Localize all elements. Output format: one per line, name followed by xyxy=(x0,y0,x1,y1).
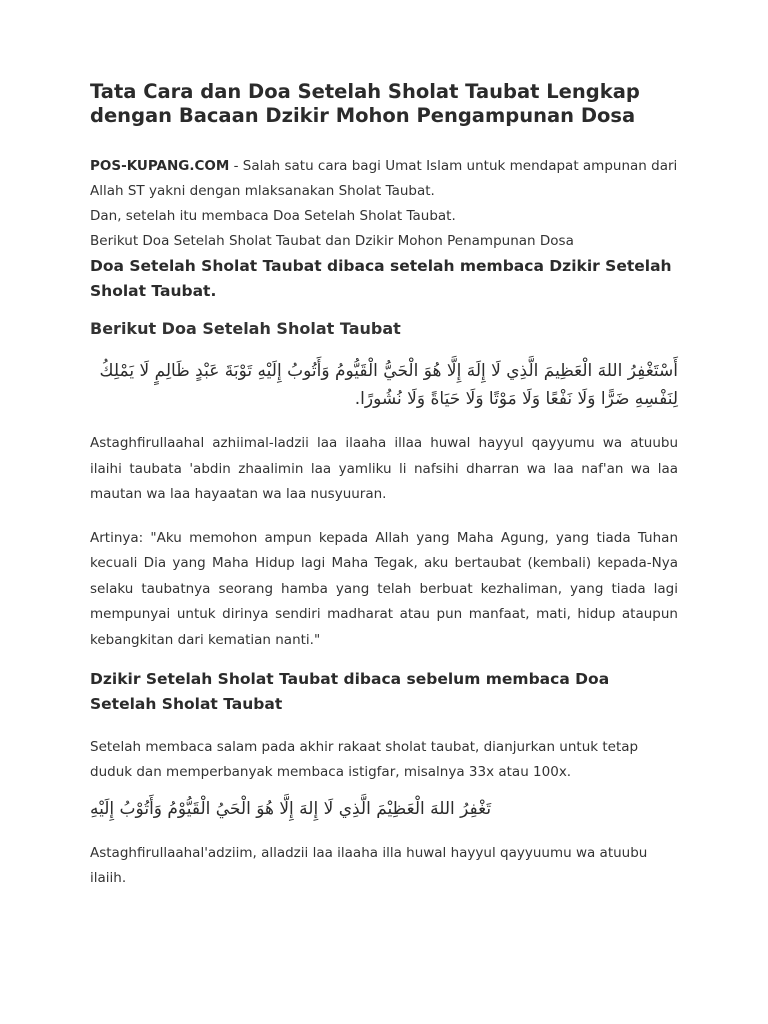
doa-arabic-text: أَسْتَغْفِرُ اللهَ الْعَظِيمَ الَّذِي لَا إِلَهَ إِلَّا هُوَ الْحَيُّ الْقَيُّومُ وَأَتُوبُ إِلَيْهِ تَوْبَةَ عَبْدٍ ظَالِمٍ لَا يَمْلِكُ لِنَفْسِهِ ضَرًّا وَلَا نَفْعًا وَلَا مَوْتًا وَلَا حَيَاةً وَلَا نُشُورًا. xyxy=(99,361,678,409)
doa-latin-text: Astaghfirullaahal azhiimal-ladzii laa ilaaha illaa huwal hayyul qayyumu wa atuubu ilaihi taubata 'abdin zhaalimin laa yamliku li nafsihi dharran wa laa naf'an wa laa mautan wa laa hayaatan wa laa nusyuuran. xyxy=(90,435,678,502)
doa-heading: Doa Setelah Sholat Taubat dibaca setelah membaca Dzikir Setelah Sholat Taubat. xyxy=(90,257,672,300)
intro-line-2: Dan, setelah itu membaca Doa Setelah Sholat Taubat. xyxy=(90,208,456,224)
lead-paragraph xyxy=(90,154,678,204)
source-label: POS-KUPANG.COM xyxy=(90,158,230,174)
article-title: Tata Cara dan Doa Setelah Sholat Taubat Lengkap dengan Bacaan Dzikir Mohon Pengampunan Dosa xyxy=(90,80,640,127)
dzikir-heading: Dzikir Setelah Sholat Taubat dibaca sebelum membaca Doa Setelah Sholat Taubat xyxy=(90,670,610,713)
dzikir-arabic-text: تَغْفِرُ اللهَ الْعَظِيْمَ الَّذِي لَا إِلهَ إِلَّا هُوَ الْحَيُ الْقَيُّوْمُ وَأَتُوْبُ إِلَيْهِ xyxy=(90,799,492,819)
article xyxy=(90,80,678,891)
dzikir-latin-text: Astaghfirullaahal'adziim, alladzii laa ilaaha illa huwal hayyul qayyuumu wa atuubu ilaiih. xyxy=(90,845,648,886)
lead-text: - Salah satu cara bagi Umat Islam untuk mendapat ampunan dari Allah ST yakni dengan mlaksanakan Sholat Taubat. xyxy=(90,158,678,199)
doa-subheading: Berikut Doa Setelah Sholat Taubat xyxy=(90,319,401,338)
intro-line-3: Berikut Doa Setelah Sholat Taubat dan Dzikir Mohon Penampunan Dosa xyxy=(90,233,574,249)
doa-meaning-text: Artinya: "Aku memohon ampun kepada Allah yang Maha Agung, yang tiada Tuhan kecuali Dia yang Maha Hidup lagi Maha Tegak, aku bertaubat (kembali) kepada-Nya selaku taubatnya seorang hamba yang telah berbuat kezhaliman, yang tiada lagi mempunyai untuk dirinya sendiri madharat atau pun manfaat, mati, hidup ataupun kebangkitan dari kematian nanti." xyxy=(90,529,678,648)
dzikir-intro: Setelah membaca salam pada akhir rakaat sholat taubat, dianjurkan untuk tetap duduk dan memperbanyak membaca istigfar, misalnya 33x atau 100x. xyxy=(90,739,639,780)
